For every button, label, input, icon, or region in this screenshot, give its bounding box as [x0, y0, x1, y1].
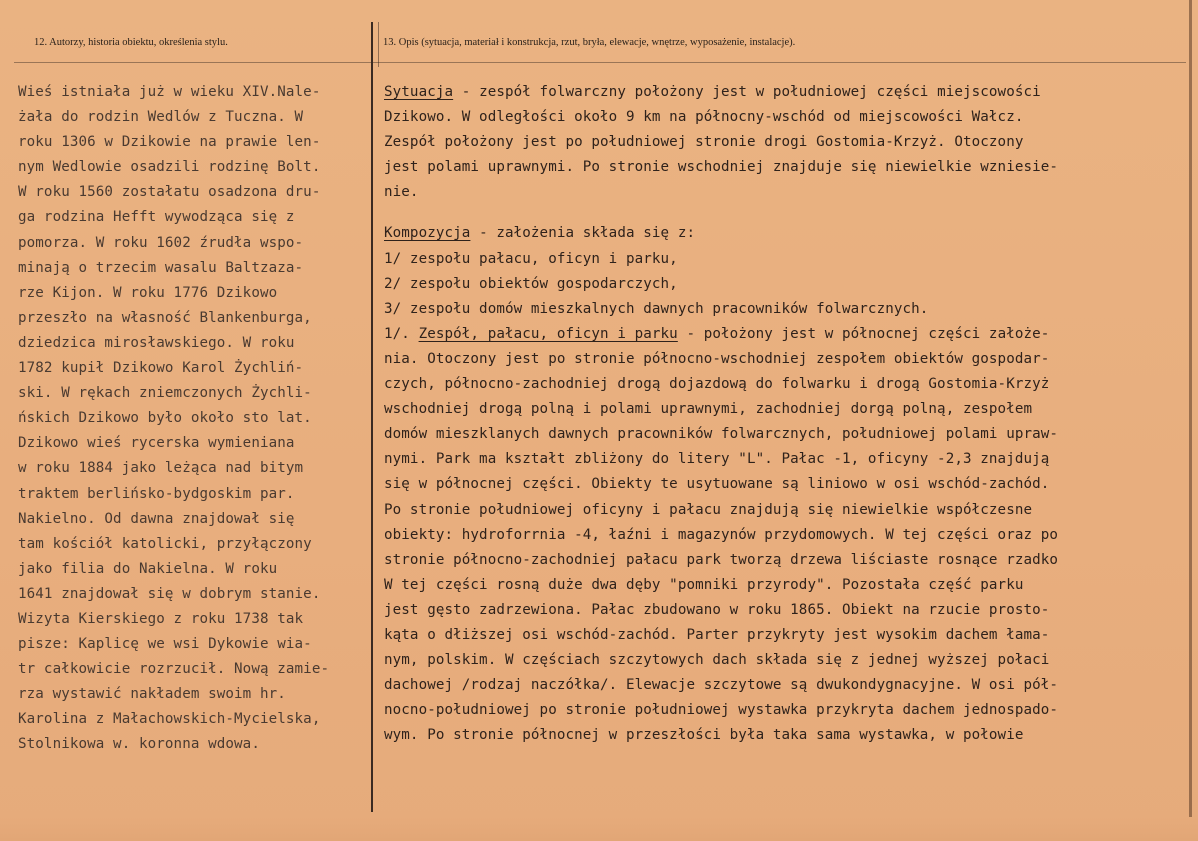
history-line: W roku 1560 zostałatu osadzona dru- — [18, 184, 321, 201]
zespol-line: nym, polskim. W częściach szczytowych dach składa się z jednej wyższej połaci — [384, 652, 1050, 669]
kompozycja-line — [384, 221, 1184, 246]
sytuacja-heading: Sytuacja — [384, 84, 454, 100]
history-line: rze Kijon. W roku 1776 Dzikowo — [18, 284, 278, 301]
zespol-line: wym. Po stronie północnej w przeszłości była taka sama wystawka, w połowie — [384, 727, 1024, 744]
history-line: 1782 kupił Dzikowo Karol Żychliń- — [18, 360, 304, 377]
zespol-line: nia. Otoczony jest po stronie północno-wschodniej zespołem obiektów gospodar- — [384, 350, 1050, 367]
history-line: żała do rodzin Wedlów z Tuczna. W — [18, 109, 304, 126]
section-13-header: 13. Opis (sytuacja, materiał i konstrukcja, rzut, bryła, elewacje, wnętrze, wyposażenie, instalacje). — [383, 37, 796, 48]
card-right-edge — [1189, 0, 1192, 841]
history-line: Nakielno. Od dawna znajdował się — [18, 510, 295, 527]
history-line: pisze: Kaplicę we wsi Dykowie wia- — [18, 636, 312, 653]
column-divider — [371, 22, 373, 812]
sytuacja-line: Dzikowo. W odległości około 9 km na północny-wschód od miejscowości Wałcz. — [384, 109, 1024, 126]
kompozycja-line: 3/ zespołu domów mieszkalnych dawnych pracowników folwarcznych. — [384, 300, 929, 317]
sytuacja-text: - zespół folwarczny położony jest w południowej części miejscowości — [453, 84, 1041, 100]
history-line: ga rodzina Hefft wywodząca się z — [18, 209, 295, 226]
kompozycja-line: 1/ zespołu pałacu, oficyn i parku, — [384, 250, 678, 267]
header-column-divider — [378, 22, 379, 67]
history-line: jako filia do Nakielna. W roku — [18, 560, 278, 577]
history-line: rza wystawić nakładem swoim hr. — [18, 686, 286, 703]
zespol-line: czych, północno-zachodniej drogą dojazdową do folwarku i drogą Gostomia-Krzyż — [384, 376, 1050, 393]
zespol-line: wschodniej drogą polną i polami uprawnymi, zachodniej dorgą polną, zespołem — [384, 401, 1033, 418]
history-line: ńskich Dzikowo było około sto lat. — [18, 410, 312, 427]
kompozycja-heading: Kompozycja — [384, 225, 471, 242]
zespol-line: nocno-południowej po stronie południowej wystawka przykryta dachem jednospado- — [384, 702, 1059, 719]
history-line: Wizyta Kierskiego z roku 1738 tak — [18, 610, 304, 627]
zespol-line: W tej części rosną duże dwa dęby "pomniki przyrody". Pozostała część parku — [384, 576, 1024, 593]
history-line: nym Wedlowie osadzili rodzinę Bolt. — [18, 159, 321, 176]
zespol-line: domów mieszklanych dawnych pracowników folwarcznych, południowej polami upraw- — [384, 426, 1059, 443]
zespol-line: Po stronie południowej oficyny i pałacu znajdują się niewielkie współczesne — [384, 501, 1033, 518]
history-line: dziedzica mirosławskiego. W roku — [18, 334, 295, 351]
history-line: tam kościół katolicki, przyłączony — [18, 535, 312, 552]
zespol-line: stronie północno-zachodniej pałacu park tworzą drzewa liściaste rosnące rzadko — [384, 551, 1059, 568]
history-line: roku 1306 w Dzikowie na prawie len- — [18, 134, 321, 151]
zespol-line — [384, 322, 1184, 347]
history-line: tr całkowicie rozrzucił. Nową zamie- — [18, 661, 330, 678]
header-divider — [14, 62, 1186, 63]
zespol-line: jest gęsto zadrzewiona. Pałac zbudowano w roku 1865. Obiekt na rzucie prosto- — [384, 601, 1050, 618]
history-line: pomorza. W roku 1602 źrudła wspo- — [18, 234, 304, 251]
zespol-heading: Zespół, pałacu, oficyn i parku — [418, 325, 678, 342]
sytuacja-line — [384, 80, 1184, 105]
zespol-line: obiekty: hydroforrnia -4, łaźni i magazynów przydomowych. W tej części oraz po — [384, 526, 1059, 543]
zespol-line: się w północnej części. Obiekty te usytuowane są liniowo w osi wschód-zachód. — [384, 476, 1050, 493]
history-line: ski. W rękach zniemczonych Żychli- — [18, 385, 312, 402]
history-line: w roku 1884 jako leżąca nad bitym — [18, 460, 304, 477]
sytuacja-line: nie. — [384, 184, 419, 201]
zespol-line: nymi. Park ma kształt zbliżony do litery "L". Pałac -1, oficyny -2,3 znajdują — [384, 451, 1050, 468]
history-line: Karolina z Małachowskich-Mycielska, — [18, 711, 321, 728]
kompozycja-text: - założenia składa się z: — [470, 225, 696, 242]
sytuacja-line: Zespół położony jest po południowej stronie drogi Gostomia-Krzyż. Otoczony — [384, 134, 1024, 151]
history-line: traktem berlińsko-bydgoskim par. — [18, 485, 295, 502]
zespol-line: dachowej /rodzaj naczółka/. Elewacje szczytowe są dwukondygnacyjne. W osi pół- — [384, 677, 1059, 694]
history-line: minają o trzecim wasalu Baltzaza- — [18, 259, 304, 276]
zespol-number: 1/. — [384, 325, 419, 342]
history-line: Wieś istniała już w wieku XIV.Nale- — [18, 84, 321, 100]
sytuacja-line: jest polami uprawnymi. Po stronie wschodniej znajduje się niewielkie wzniesie- — [384, 159, 1059, 176]
card-bottom-edge — [0, 817, 1198, 841]
history-column — [18, 80, 370, 758]
history-line: przeszło na własność Blankenburga, — [18, 309, 312, 326]
history-line: Stolnikowa w. koronna wdowa. — [18, 736, 260, 753]
kompozycja-line: 2/ zespołu obiektów gospodarczych, — [384, 275, 678, 292]
history-line: 1641 znajdował się w dobrym stanie. — [18, 585, 321, 602]
paragraph-gap — [384, 205, 1184, 221]
zespol-text: - położony jest w północnej części założe- — [677, 325, 1050, 342]
description-column — [384, 80, 1184, 748]
zespol-line: kąta o dłiższej osi wschód-zachód. Parter przykryty jest wysokim dachem łama- — [384, 626, 1050, 643]
history-line: Dzikowo wieś rycerska wymieniana — [18, 435, 295, 452]
section-12-header: 12. Autorzy, historia obiektu, określenia stylu. — [34, 37, 228, 48]
